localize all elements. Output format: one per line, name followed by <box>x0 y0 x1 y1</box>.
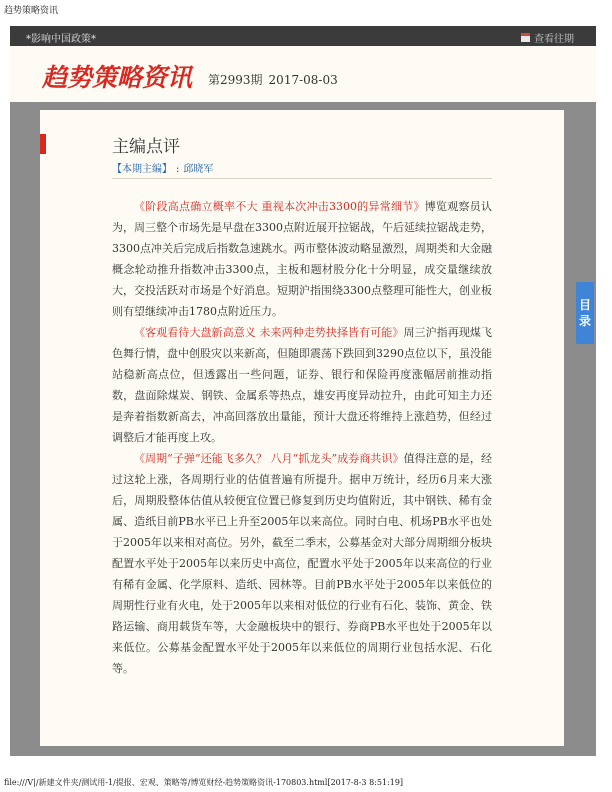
calendar-icon <box>521 33 530 42</box>
issue-date: 2017-08-03 <box>268 73 338 87</box>
section-marker <box>40 134 46 154</box>
history-link[interactable] <box>521 30 574 45</box>
editor-line <box>112 160 213 175</box>
history-link-label: 查看往期 <box>534 34 574 45</box>
editor-separator: : <box>176 164 180 175</box>
paragraph <box>112 322 492 448</box>
section-title: 主编点评 <box>112 137 180 157</box>
paragraph-text: 值得注意的是，经过这轮上涨，各周期行业的估值普遍有所提升。据申万统计，经历6月来大涨后，周期股整体估值从较便宜位置已修复到历史均值附近，其中钢铁、稀有金属、造纸目前PB水平已上升至2005年以来高位。同时白电、机场PB水平也处于2005年以来相对高位。另外，截至二季末，公募基金对大部分周期细分板块配置水平处于2005年以来历史中高位，配置水平处于2005年以来高位的行业有稀有金属、化学原料、造纸、园林等。目前PB水平处于2005年以来低位的周期性行业有火电，处于2005年以来相对低位的行业有石化、装饰、黄金、铁路运输、商用载货车等，大金融板块中的银行、券商PB水平也处于2005年以来低位。公募基金配置水平处于2005年以来低位的周期行业包括水泥、石化等。 <box>112 452 492 675</box>
paragraph-text: 周三沪指再现煤飞色舞行情，盘中创股灾以来新高，但随即震荡下跌回到3290点位以下，虽没能站稳新高点位，但透露出一些问题，证券、银行和保险再度涨幅居前推动指数，盘面除煤炭、钢铁、金属系等热点，雄安再度异动拉升，由此可知主力还是奔着指数新高去，冲高回落放出量能，预计大盘还将维持上涨趋势，但经过调整后才能再度上攻。 <box>112 326 492 444</box>
top-bar <box>10 26 596 46</box>
print-header-title: 趋势策略资讯 <box>4 6 59 16</box>
toc-tab-char: 目 <box>578 298 591 312</box>
article-headline-link[interactable]: 《周期“子弹”还能飞多久？ 八月“抓龙头”成券商共识》 <box>134 452 404 465</box>
paragraph <box>112 196 492 322</box>
issue-number: 第2993期 <box>208 73 263 87</box>
masthead <box>10 46 596 102</box>
slogan: *影响中国政策* <box>26 34 96 45</box>
paragraph-text: 博览观察员认为，周三整个市场先是早盘在3300点附近展开拉锯战，午后延续拉锯战走势，3300点冲关后完成后指数急速跳水。两市整体波动略显激烈，周期类和大金融概念轮动推升指数冲击3300点，主板和题材股分化十分明显，成交量继续放大，交投活跃对市场是个好消息。短期沪指围绕3300点整理可能性大，创业板则有望继续冲击1780点附近压力。 <box>112 200 492 318</box>
editor-label: 【本期主编】 <box>112 164 172 175</box>
logo: 趋势策略资讯 <box>42 63 193 92</box>
print-footer-path: file:///V|/新建文件夹/测试用-1/提报、宏观、策略等/博览财经-趋势策略资讯-170803.html[2017-8-3 8:51:19] <box>4 778 404 787</box>
table-of-contents-tab[interactable] <box>576 282 594 344</box>
issue-info <box>208 71 344 88</box>
paragraph <box>112 448 492 679</box>
divider <box>112 178 492 179</box>
article-headline-link[interactable]: 《客观看待大盘新高意义 未来两种走势抉择皆有可能》 <box>134 326 404 339</box>
article-headline-link[interactable]: 《阶段高点确立概率不大 重视本次冲击3300的异常细节》 <box>134 200 425 213</box>
editor-name[interactable]: 邱晓军 <box>183 164 214 175</box>
article-body <box>112 196 492 679</box>
toc-tab-char: 录 <box>578 314 591 328</box>
